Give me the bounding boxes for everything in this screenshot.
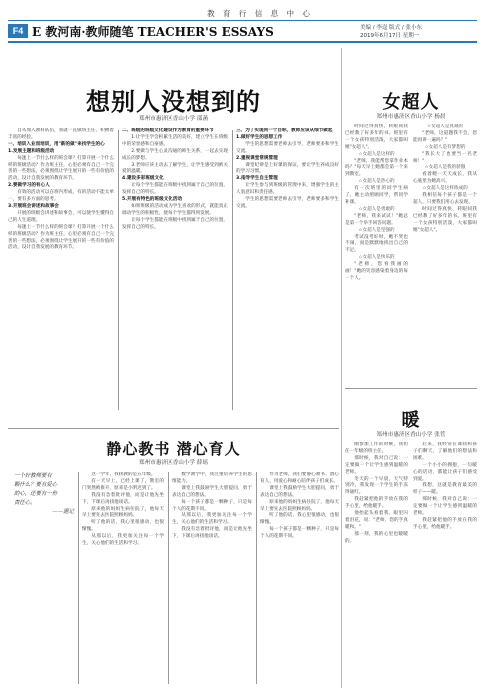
article1-byline: 郑州市惠济区香山小学 邵菡 [139,116,208,122]
article3-title: 静心教书 潜心育人 [106,440,241,458]
article3-byline: 郑州市惠济区香山小学 薛瑶 [139,460,208,466]
article4-title: 暖 [401,410,421,431]
poem-attribution: ——题记 [52,509,74,515]
header-rule-top [8,20,477,21]
article3-col2: 数学教学中，我注重培养学生的思维能力。 课堂上我鼓励学生大胆提问，勇于表达自己的想法。 每一个孩子都是一颗种子，只是每个人的花期不同。 从那以后，我更加关注每一个学生，关心他们的生活和学习。 我没有急着批评他，而是让他先坐下，下课后再找他谈话。 [172,472,252,540]
article4 [345,392,477,688]
poem-line: 的心，还要有一份 [14,491,58,497]
article1-title: 想别人没想到的 [86,87,261,116]
article3 [8,432,339,688]
article2-col2: ☆女超人是真诚的 "老师，这道题我不会，您能再讲一遍吗？" ☆女超人是有梦想的 "我长大了也要当一名老师！" ☆女超人是我的骄傲 看着她一天天成长，我从心底里为她高兴。 ☆女超人是这样炼成的 我相信每个孩子都是一个超人，只要我们用心去发现。 时间过得真快，转眼间我已经教了好多年的书。班里有一个女孩特别活泼，大家都叫她"女超人"。 [413,124,477,233]
header-rule-bottom [8,41,477,43]
article4-byline: 郑州市惠济区香山小学 张菅 [376,432,446,438]
article1-col3: 三、为了实现同一个目标，教师应该从细节做起 1.做好学生的思想工作 学生的思想需要老师去引导，老师要多和学生交流。 2.重视课堂常规管理 课堂纪律是上好课的保证，要让学生养成良好的学习习惯。 3.指导学生自主管理 让学生参与到班级的管理中来，增强学生的主人翁意识和责任感。 学生的思想需要老师去引导，老师要多和学生交流。 [236,128,339,209]
article3-col-divider-3 [256,472,257,684]
editor-line: 美编 / 李逞 版式 / 张小东 [360,25,422,31]
header-band-title: 教 育 行 信 息 中 心 [207,9,313,18]
section-title: E 教河南·教师随笔 TEACHER'S ESSAYS [32,25,274,39]
left-block-divider [8,428,339,429]
main-column-divider [341,48,342,688]
right-block-divider [345,388,477,389]
article1-col-divider-2 [232,130,233,410]
article2-byline: 郑州市惠济区香山小学 杨晨 [376,114,446,120]
poem-line: 颗什么？要有爱心 [14,482,58,488]
article1-col2: 二、班级的班级文化建设作为教育的重要环节 1.让学生学会积累生活的美好，建立学生在班级中的荣誉感和自豪感。 2.要做与学生心灵沟通的师生关系，一起去实现成长的梦想。 3.老师应该主动去了解学生，让学生感受到被关爱的温暖。 4.建设多彩班级文化 让每个学生都能在班级中找到属于自己的位置，发挥自己的特长。 5.开展有特色的班级文化活动 如果班级的活动成为学生喜欢的形式，就能真正调动学生的积极性，使每个学生都得到发展。 让每个学生都能在班级中找到属于自己的位置，发挥自己的特长。 [122,128,228,230]
issue-date: 2019年6月17日 星期一 [360,33,420,39]
article1-col1: 自从加入教科队伍，我就一直做班主任，积攒着丰富的经验。 一、培训入业而培训，用"新的做"来找学生的心 1.发展主题和班级活动 每逢上一节什么样的班会课？打算开展一个什么样的班级活动？作为班主任，心里必须有自己一个完善的一些想法，必须围绕让学生展开的一些有价值的活动，设计自我发展的教育环节。 2.要做学习的有心人 有效的活动可以在班内形成，有的活动不能太单一，要有多方面的思考。 3.开展班会讲述和故事会 开展的班级会讲述和故事会，可以使学生懂得自己的人生道理。 每逢上一节什么样的班会课？打算开展一个什么样的班级活动？作为班主任，心里必须有自己一个完善的一些想法，必须围绕让学生展开的一些有价值的活动，设计自我发展的教育环节。 [8,128,114,251]
article3-col1: 这一学年，我执教的是五年级。 有一天早上，已经上课了，教室的门突然被推开，原来是小明迟到了。 我没有急着批评他，而是让他先坐下，下课后再找他谈话。 原来他的妈妈生病住院了，他每天早上要先去医院照顾妈妈。 听了他的话，我心里很感动，也很惭愧。 从那以后，我更加关注每一个学生，关心他们的生活和学习。 [82,472,164,547]
article3-col-divider-2 [168,472,169,684]
article4-col1: 刚参加工作的时候，我担任一年级的班主任。 那时候，我对自己说：一定要做一个让学生感到温暖的老师。 冬天的一个早晨，天气特别冷，我发现一个学生的手冻得通红。 我赶紧把他的手放在我的手心里，给他暖手。 他抬起头看着我，眼里闪着泪花，说："老师，您的手真暖和。" 那一刻，我的心里也暖暖的。 [345,442,408,544]
poem-line: 责任心。 [14,500,36,506]
article1 [8,46,339,426]
article1-col-divider-1 [118,130,119,410]
article3-col3: 作为老师，我们要静心教书、潜心育人，用爱心和耐心陪伴孩子们成长。 课堂上我鼓励学生大胆提问，勇于表达自己的想法。 原来他的妈妈生病住院了，他每天早上要先去医院照顾妈妈。 听了他的话，我心里很感动，也很惭愧。 每一个孩子都是一颗种子，只是每个人的花期不同。 [260,472,339,540]
article2 [345,46,477,386]
article3-col-divider-1 [78,472,79,684]
article2-title: 女超人 [382,92,440,113]
poem-line: 一个好教师要有 [14,473,52,479]
article3-poem [14,472,74,517]
article2-col1: 时间过得真快，转眼间我已经教了好多年的书。班里有一个女孩特别活泼，大家都叫她"女超人"。 ☆女超人是这样的 "老师，我能帮您拿作业本吗？"每天早上她都会第一个来到教室。 ☆女超人是热心的 有一次班里的同学生病了，她主动照顾同学，帮同学补课。 ☆女超人是勇敢的 "老师，我来试试！"她总是第一个举手回答问题。 ☆女超人是坚强的 考试没考好时，她不哭也不闹，而是默默地找出自己的不足。 ☆女超人是快乐的 "老师，您看我画的画！"她的笑容感染着身边的每一个人。 [345,124,408,281]
article4-col2: 后来，我经常在课间和孩子们聊天，了解他们的想法和困难。 一个小小的拥抱，一句暖心的话语，都能让孩子们感受到爱。 我想，这就是教育最美的样子——暖。 那时候，我对自己说：一定要做一个让学生感到温暖的老师。 我赶紧把他的手放在我的手心里，给他暖手。 [413,442,477,530]
page-tag: F4 [8,24,28,38]
